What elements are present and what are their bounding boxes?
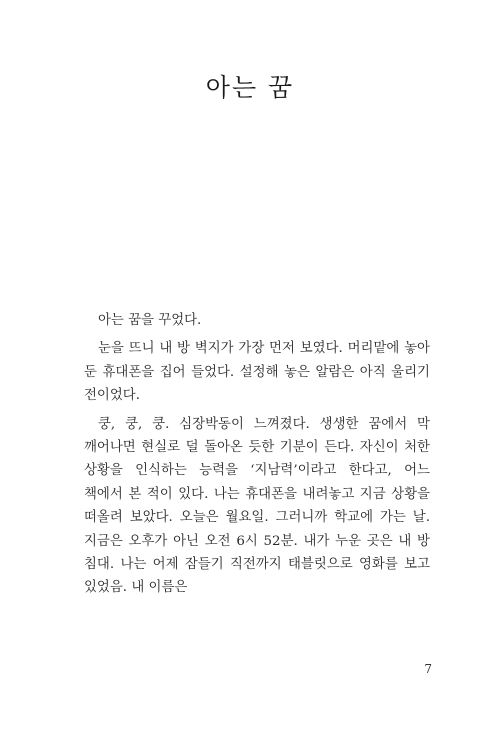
paragraph-1: 아는 꿈을 꾸었다. — [98, 313, 202, 328]
chapter-title: 아는 꿈 — [205, 73, 295, 102]
body-text — [84, 309, 430, 605]
page-number: 7 — [424, 662, 432, 676]
paragraph-2: 눈을 뜨니 내 방 벽지가 가장 먼저 보였다. 머리맡에 놓아 둔 휴대폰을 집어 들었다. 설정해 놓은 알람은 아직 울리기 전이었다. — [84, 341, 430, 404]
paragraph-3: 쿵, 쿵, 쿵. 심장박동이 느껴졌다. 생생한 꿈에서 막 깨어나면 현실로 덜 돌아온 듯한 기분이 든다. 자신이 처한 상황을 인식하는 능력을 ‘지남력’이라고 한다고, 어느 책에서 본 적이 있다. 나는 휴대폰을 내려놓고 지금 상황을 떠올려 보았다. 오늘은 월요일. 그러니까 학교에 가는 날. 지금은 오후가 아닌 오전 6시 52분. 내가 누운 곳은 내 방 침대. 나는 어제 잠들기 직전까지 태블릿으로 영화를 보고 있었음. 내 이름은 — [84, 416, 430, 596]
